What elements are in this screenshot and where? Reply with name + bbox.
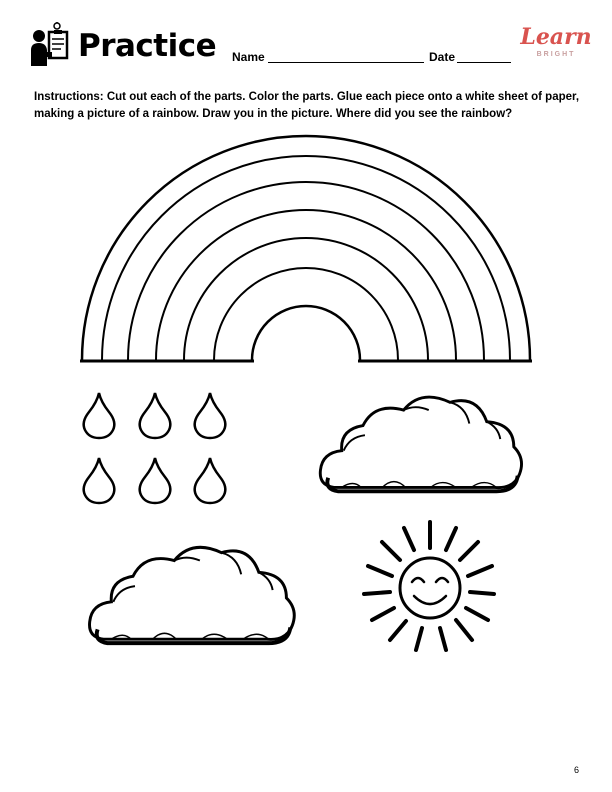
instructions-text: Instructions: Cut out each of the parts. Color the parts. Glue each piece onto a white sheet of paper, making a picture of a rainbow. Draw you in the picture. Where did you see the rainbow?	[34, 91, 580, 120]
logo-wordmark: Learn	[520, 24, 592, 50]
raindrops	[84, 393, 226, 503]
cloud-left	[90, 547, 295, 643]
raindrop	[84, 458, 115, 503]
raindrop	[140, 393, 171, 438]
cloud-right	[320, 397, 521, 491]
sun	[364, 522, 494, 650]
name-label: Name	[232, 50, 265, 64]
rainbow	[80, 136, 532, 361]
page-number: 6	[574, 765, 580, 775]
raindrop	[140, 458, 171, 503]
raindrop	[84, 393, 115, 438]
raindrop	[195, 393, 226, 438]
logo-subtext: BRIGHT	[536, 51, 576, 58]
raindrop	[195, 458, 226, 503]
date-label: Date	[429, 50, 456, 64]
page-title: Practice	[78, 28, 217, 64]
